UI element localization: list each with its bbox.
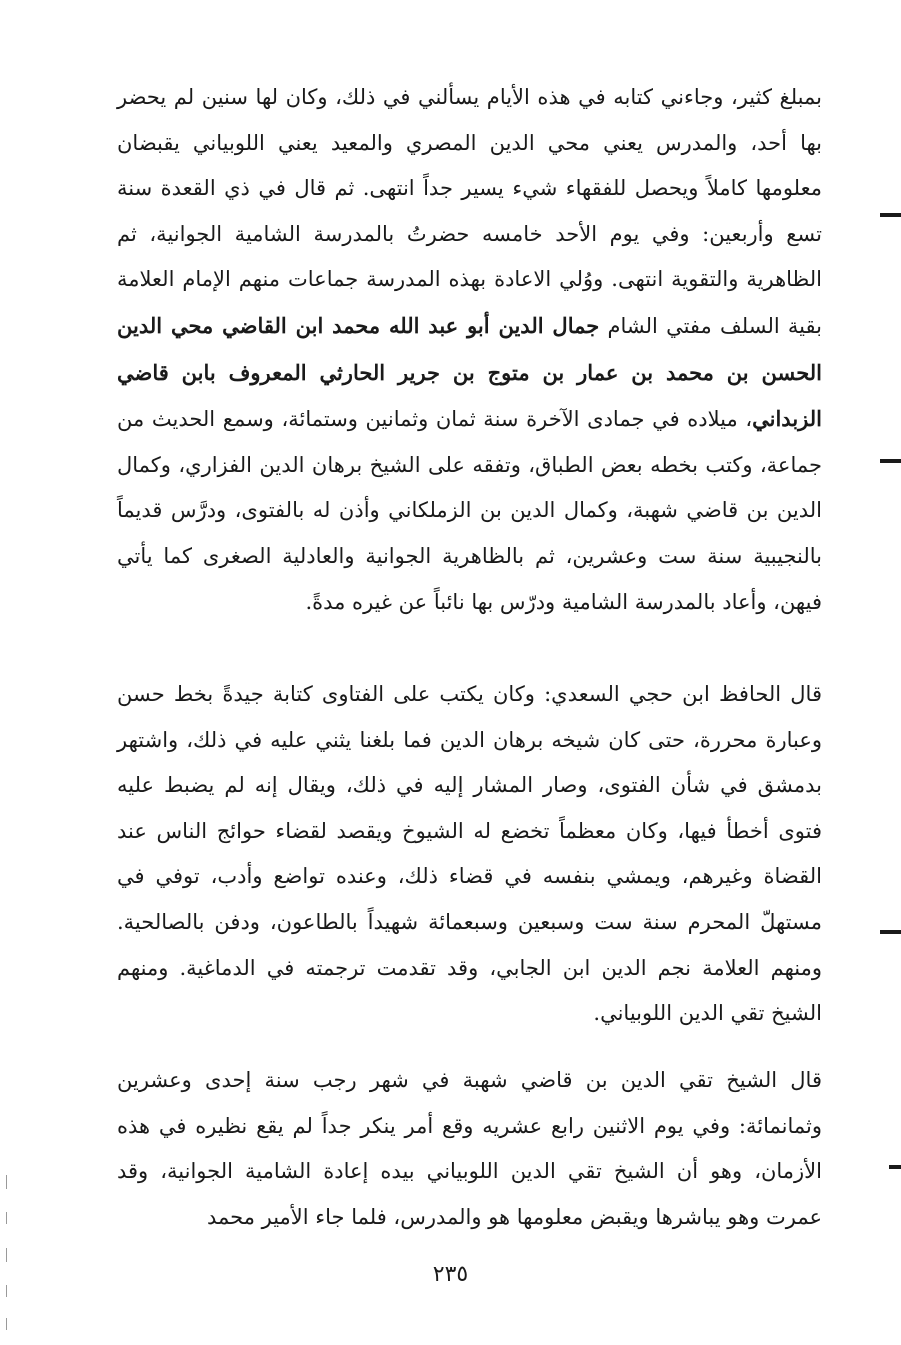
page-number: ٢٣٥	[432, 1262, 469, 1287]
scholar-name-bold: جمال الدين أبو عبد الله محمد ابن القاضي محي الدين الحسن بن محمد بن عمار بن متوج بن جرير الحارثي المعروف بابن قاضي الزبداني	[117, 312, 822, 432]
paragraph-1-part-a: بمبلغ كثير، وجاءني كتابه في هذه الأيام يسألني في ذلك، وكان لها سنين لم يحضر بها أحد، والمدرس يعني محي الدين المصري والمعيد يعني اللوبياني يقبضان معلومها كاملاً ويحصل للفقهاء شيء يسير جداً انتهى. ثم قال في ذي القعدة سنة تسع وأربعين: وفي يوم الأحد خامسه حضرتُ بالمدرسة الشامية الجوانية، ثم الظاهرية والتقوية انتهى. ووُلي الاعادة بهذه المدرسة جماعات منهم الإمام العلامة بقية السلف مفتي الشام	[117, 85, 822, 338]
paragraph-1	[117, 75, 822, 625]
scan-artifact	[6, 1248, 7, 1262]
scan-artifact	[6, 1318, 7, 1330]
scan-artifact	[6, 1175, 7, 1189]
paragraph-1-text	[117, 75, 822, 625]
paragraph-3-text: قال الشيخ تقي الدين بن قاضي شهبة في شهر رجب سنة إحدى وعشرين وثمانمائة: وفي يوم الاثنين رابع عشريه وقع أمر ينكر جداً لم يقع نظيره في هذه الأزمان، وهو أن الشيخ تقي الدين اللوبياني بيده إعادة الشامية الجوانية، وقد عمرت وهو يباشرها ويقبض معلومها هو والمدرس، فلما جاء الأمير محمد	[117, 1068, 822, 1229]
margin-mark	[880, 930, 901, 934]
paragraph-1-part-b: ، ميلاده في جمادى الآخرة سنة ثمان وثمانين وستمائة، وسمع الحديث من جماعة، وكتب بخطه بعض الطباق، وتفقه على الشيخ برهان الدين الفزاري، وكمال الدين بن قاضي شهبة، وكمال الدين بن الزملكاني وأذن له بالفتوى، ودرَّس قديماً بالنجيبية سنة ست وعشرين، ثم بالظاهرية الجوانية والعادلية الصغرى كما يأتي فيهن، وأعاد بالمدرسة الشامية ودرّس بها نائباً عن غيره مدةً.	[117, 407, 822, 614]
margin-mark	[880, 213, 901, 217]
scan-artifact	[6, 1212, 7, 1224]
scan-artifact	[6, 1285, 7, 1297]
paragraph-2	[117, 672, 822, 1037]
margin-mark	[880, 459, 901, 463]
paragraph-2-text: قال الحافظ ابن حجي السعدي: وكان يكتب على الفتاوى كتابة جيدةً بخط حسن وعبارة محررة، حتى كان شيخه برهان الدين فما بلغنا يثني عليه في ذلك، واشتهر بدمشق في شأن الفتوى، وصار المشار إليه في ذلك، ويقال إنه لم يضبط عليه فتوى أخطأ فيها، وكان معظماً تخضع له الشيوخ ويقصد لقضاء حوائج الناس عند القضاة وغيرهم، ويمشي بنفسه في قضاء ذلك، وعنده تواضع وأدب، توفي في مستهلّ المحرم سنة ست وسبعين وسبعمائة شهيداً بالطاعون، ودفن بالصالحية. ومنهم العلامة نجم الدين ابن الجابي، وقد تقدمت ترجمته في الدماغية. ومنهم الشيخ تقي الدين اللوبياني.	[117, 682, 822, 1026]
paragraph-3	[117, 1058, 822, 1240]
margin-mark	[889, 1165, 901, 1169]
